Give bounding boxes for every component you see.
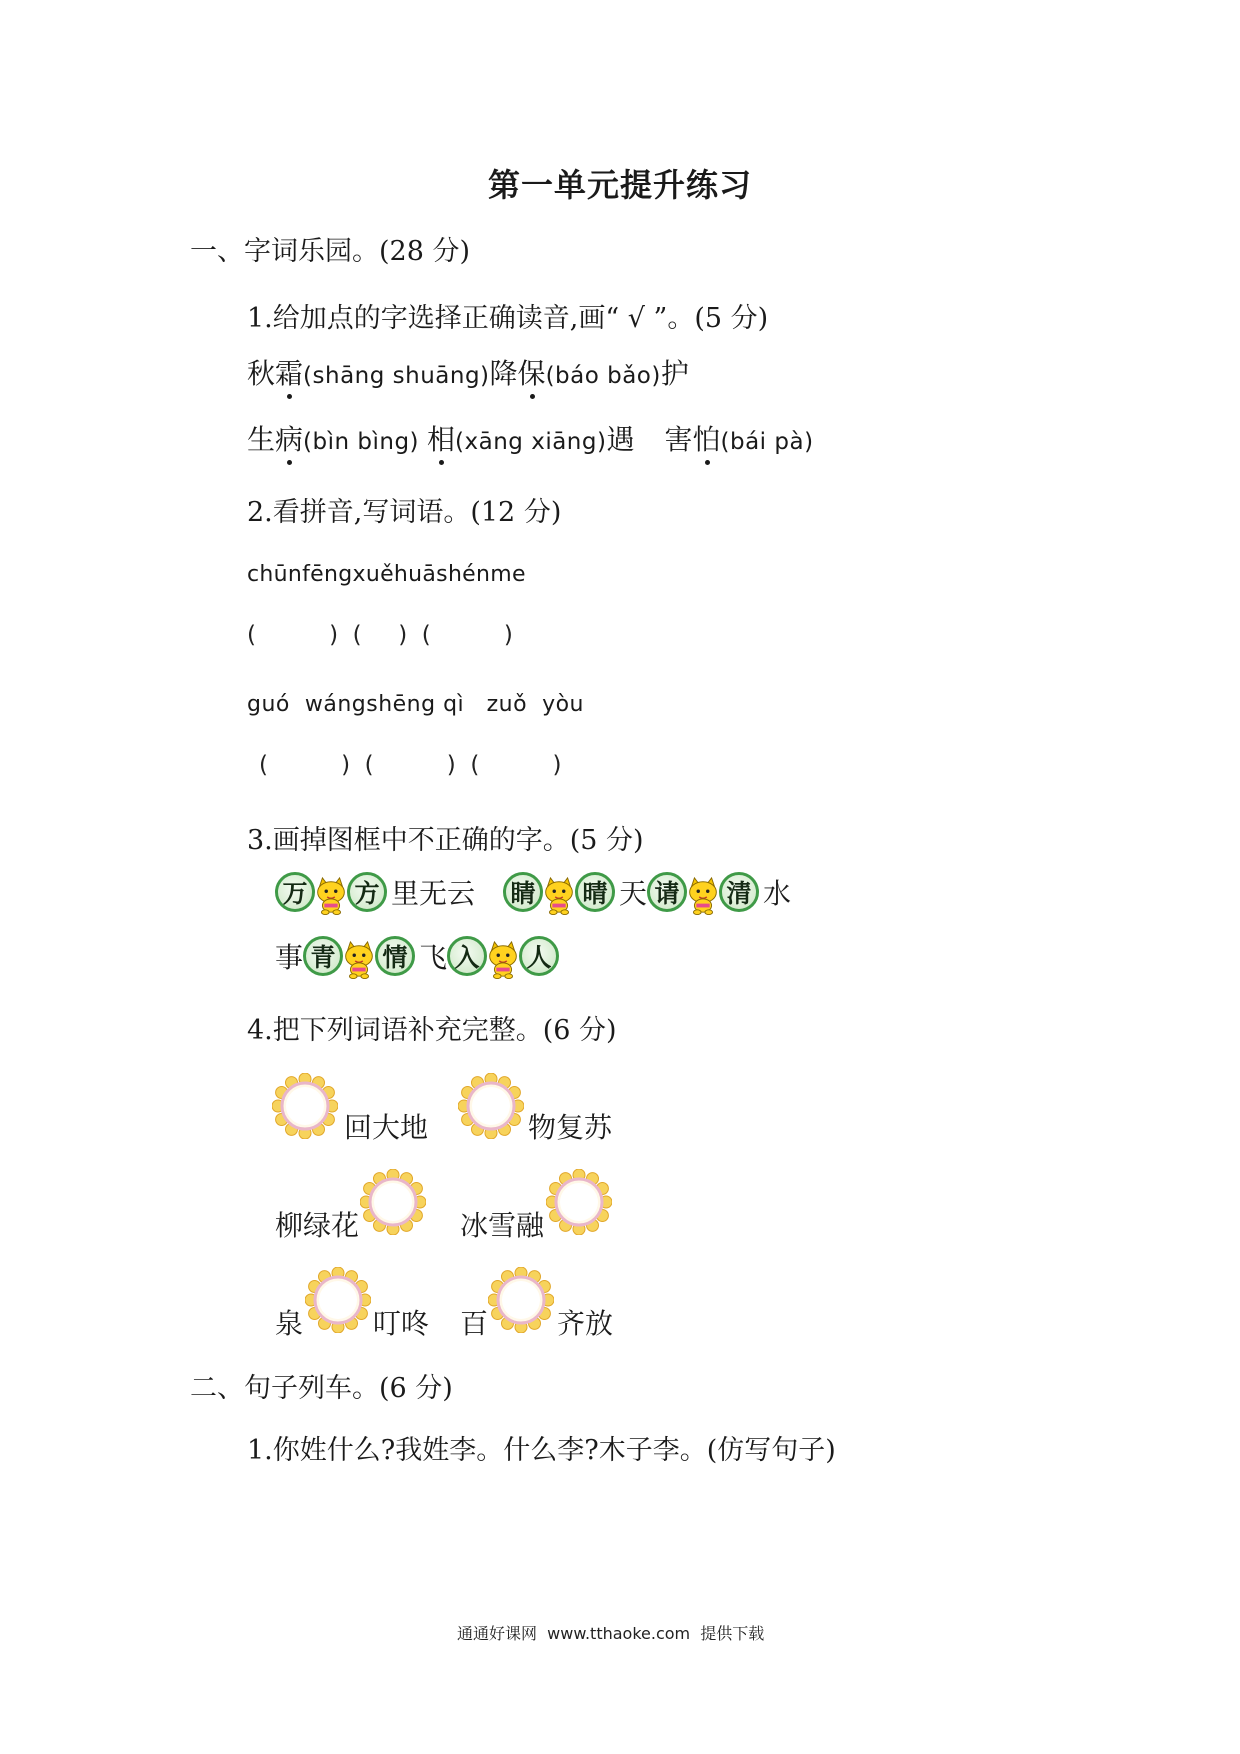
dotted-char: 怕 [693, 418, 721, 458]
char-option[interactable]: 清 [719, 872, 759, 912]
cat-icon [540, 876, 578, 916]
pinyin-options[interactable]: (bái pà) [720, 429, 814, 455]
choice-row [275, 936, 559, 976]
char: 秋 [247, 357, 276, 390]
question-prompt: 2.看拼音,写词语。(12 分) [247, 497, 562, 528]
cat-icon [684, 876, 722, 916]
char-option[interactable]: 青 [303, 936, 343, 976]
dotted-char: 病 [275, 418, 303, 458]
pinyin-choice-line [247, 418, 814, 458]
cat-icon [484, 940, 522, 980]
dotted-char: 霜 [275, 352, 303, 392]
char: 害 [664, 423, 693, 456]
char-option[interactable]: 睛 [503, 872, 543, 912]
char-option[interactable]: 请 [647, 872, 687, 912]
char: 护 [660, 357, 689, 390]
question-prompt: 1.你姓什么?我姓李。什么李?木子李。(仿写句子) [247, 1435, 836, 1466]
char-option[interactable]: 入 [447, 936, 487, 976]
word-text: 叮咚 [373, 1307, 430, 1340]
char-option[interactable]: 人 [519, 936, 559, 976]
word-text: 柳绿花 [275, 1209, 360, 1242]
char-option[interactable]: 方 [347, 872, 387, 912]
answer-blanks[interactable]: ( ) ( ) ( ) [247, 622, 513, 648]
word-text: 泉 [275, 1307, 304, 1340]
dotted-char: 相 [427, 418, 455, 458]
flower-blank-icon[interactable] [488, 1267, 554, 1333]
word-text: 冰雪融 [460, 1209, 545, 1242]
word-text: 物复苏 [528, 1111, 613, 1144]
cat-icon [312, 876, 350, 916]
char: 降 [489, 357, 518, 390]
char-option[interactable]: 万 [275, 872, 315, 912]
cat-icon [340, 940, 378, 980]
dotted-char: 保 [518, 352, 546, 392]
flower-blank-icon[interactable] [458, 1073, 524, 1139]
pinyin-options[interactable]: (báo bǎo) [545, 363, 661, 389]
pinyin-options[interactable]: (shāng shuāng) [303, 363, 490, 389]
question-prompt: 1.给加点的字选择正确读音,画“ √ ”。(5 分) [247, 303, 769, 334]
flower-blank-icon[interactable] [305, 1267, 371, 1333]
question-prompt: 4.把下列词语补充完整。(6 分) [247, 1015, 617, 1046]
char: 遇 [606, 423, 635, 456]
word-text: 飞 [419, 941, 448, 974]
page-title: 第一单元提升练习 [488, 166, 753, 204]
page-footer: 通通好课网 www.tthaoke.com 提供下载 [457, 1624, 765, 1643]
flower-blank-icon[interactable] [360, 1169, 426, 1235]
question-prompt: 3.画掉图框中不正确的字。(5 分) [247, 825, 644, 856]
char-option[interactable]: 晴 [575, 872, 615, 912]
section-heading: 二、句子列车。(6 分) [190, 1373, 453, 1404]
pinyin-options[interactable]: (bìn bìng) [303, 429, 420, 455]
pinyin-line: chūnfēngxuěhuāshénme [247, 562, 526, 587]
char: 生 [247, 423, 276, 456]
word-text: 水 [763, 877, 792, 910]
char-choice-group [275, 872, 387, 912]
char-choice-group [303, 936, 415, 976]
char-choice-group [447, 936, 559, 976]
answer-blanks[interactable]: ( ) ( ) ( ) [259, 752, 562, 778]
char-choice-group [647, 872, 759, 912]
word-text: 事 [275, 941, 304, 974]
word-text: 天 [619, 877, 648, 910]
flower-blank-icon[interactable] [546, 1169, 612, 1235]
pinyin-line: guó wángshēng qì zuǒ yòu [247, 692, 584, 717]
char-choice-group [503, 872, 615, 912]
pinyin-options[interactable]: (xāng xiāng) [455, 429, 607, 455]
word-text: 齐放 [557, 1307, 614, 1340]
flower-blank-icon[interactable] [272, 1073, 338, 1139]
char-option[interactable]: 情 [375, 936, 415, 976]
word-text: 百 [460, 1307, 489, 1340]
word-text: 里无云 [391, 877, 476, 910]
choice-row [275, 872, 791, 912]
pinyin-choice-line [247, 352, 689, 392]
word-text: 回大地 [344, 1111, 429, 1144]
section-heading: 一、字词乐园。(28 分) [190, 236, 471, 267]
